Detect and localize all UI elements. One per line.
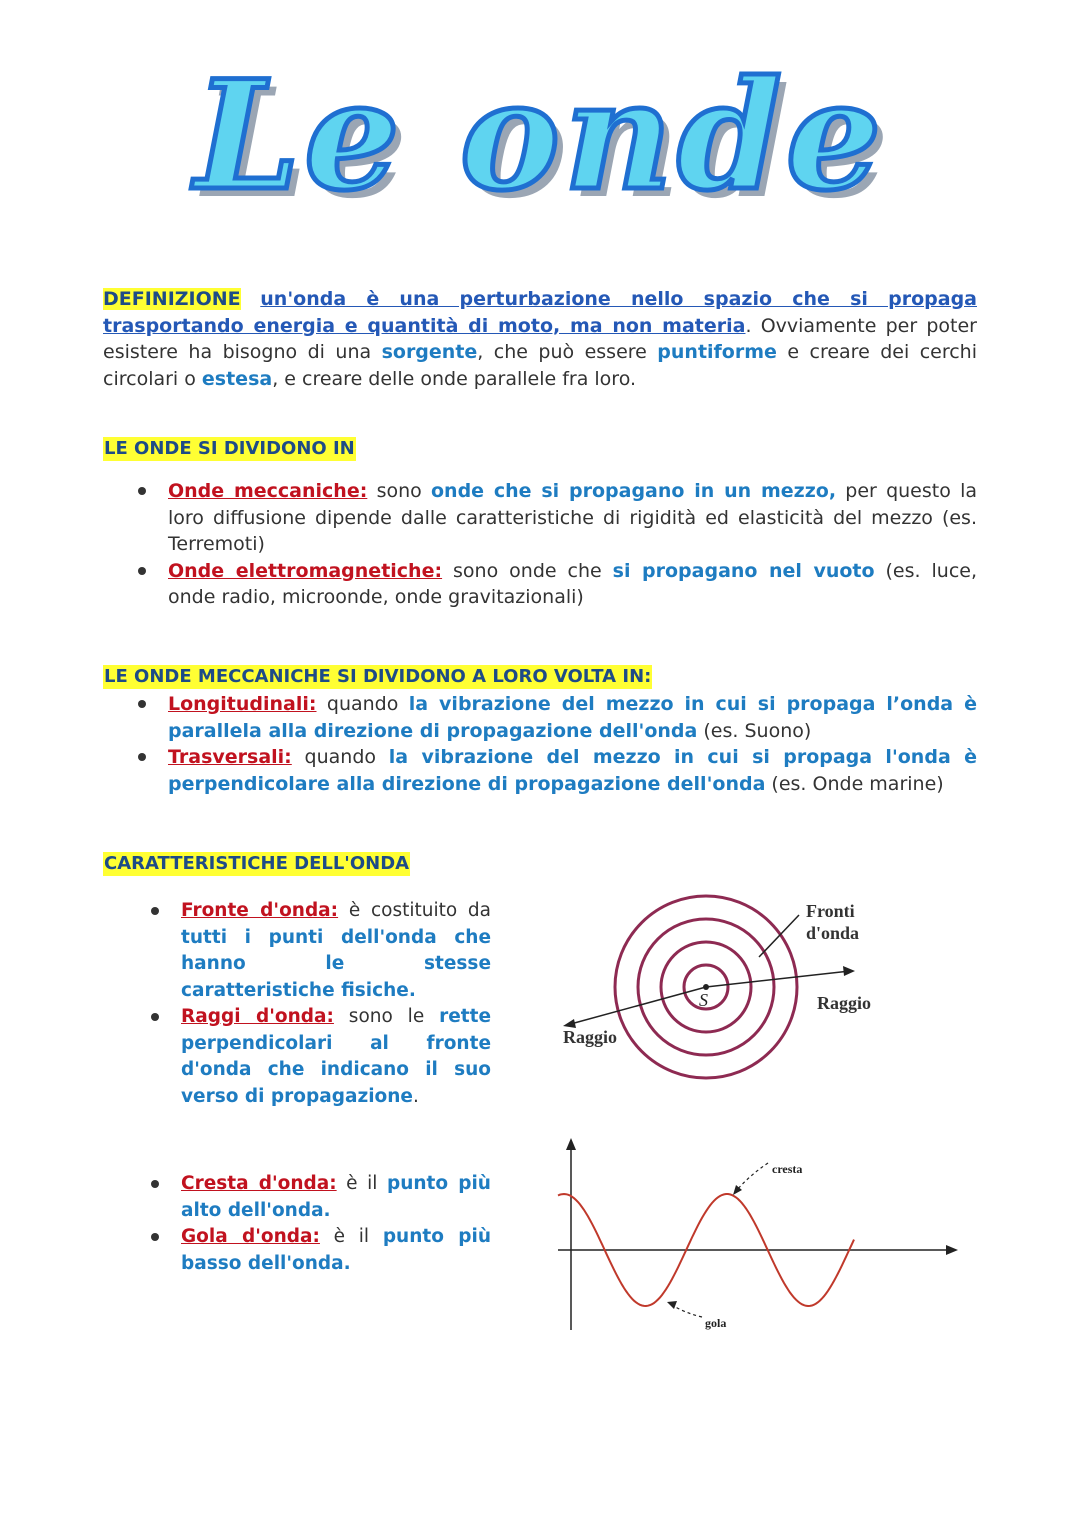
x-axis-arrow: [946, 1245, 958, 1255]
item-keyword: rette perpendicolari al fronte d'onda che indicano il suo verso di propagazione: [181, 1006, 491, 1107]
definition-text: , che può essere: [477, 341, 658, 363]
definition-text: e creare dei cerchi circolari o: [103, 341, 977, 390]
fronti-pointer-line: [759, 915, 799, 957]
gola-label: gola: [705, 1316, 727, 1330]
page-title: Le onde: [194, 48, 886, 224]
item-text: sono: [367, 480, 431, 502]
term-label: Gola d'onda:: [181, 1226, 320, 1247]
mechanical-types-list: [168, 691, 977, 797]
list-item: [181, 1171, 491, 1224]
term-label: Onde elettromagnetiche:: [168, 559, 443, 582]
bullet-icon: [151, 1233, 159, 1241]
raggio-right-label: Raggio: [817, 993, 871, 1013]
item-text: .: [412, 1085, 419, 1107]
section-heading-characteristics: CARATTERISTICHE DELL'ONDA: [104, 853, 410, 874]
ray-right-arrow: [843, 966, 855, 976]
term-label: Onde meccaniche:: [168, 480, 368, 502]
list-item: [181, 1224, 491, 1277]
item-text: (es. Onde marine): [765, 772, 944, 795]
section-heading-types: LE ONDE SI DIVIDONO IN: [104, 438, 355, 459]
bullet-icon: [138, 487, 146, 495]
front-rays-list: [181, 898, 491, 1110]
cresta-label: cresta: [772, 1162, 803, 1176]
sine-wave-diagram: [550, 1135, 970, 1340]
item-text: è il: [336, 1173, 387, 1194]
definition-paragraph: [103, 286, 977, 392]
wave-types-list: [168, 478, 977, 611]
item-text: (es. luce, onde radio, microonde, onde gravitazionali): [168, 559, 978, 608]
bullet-icon: [151, 907, 159, 915]
term-label: Fronte d'onda:: [181, 900, 339, 921]
definition-text: , e creare delle onde parallele fra loro.: [272, 367, 637, 390]
term-label: Trasversali:: [168, 746, 292, 768]
bullet-icon: [151, 1180, 159, 1188]
item-text: quando: [291, 746, 389, 768]
item-keyword: la vibrazione del mezzo in cui si propaga l’onda è parallela alla direzione di propagazione dell'onda: [168, 693, 977, 742]
section-heading-mechanical: LE ONDE MECCANICHE SI DIVIDONO A LORO VOLTA IN:: [104, 666, 652, 687]
item-text: (es. Suono): [697, 719, 812, 742]
ray-left-line: [567, 987, 706, 1025]
list-item: [168, 691, 977, 744]
keyword-puntiforme: puntiforme: [657, 341, 777, 363]
fronti-label: Fronti: [806, 901, 855, 921]
gola-arrow: [667, 1301, 677, 1309]
bullet-icon: [138, 753, 146, 761]
list-item: [181, 1004, 491, 1110]
item-text: per questo la loro diffusione dipende dalle caratteristiche di rigidità ed elasticità del mezzo (es. Terremoti): [168, 480, 977, 555]
definition-label: DEFINIZIONE: [103, 288, 241, 310]
keyword-estesa: estesa: [201, 367, 273, 390]
item-text: quando: [316, 693, 409, 715]
bullet-icon: [138, 567, 146, 575]
term-label: Longitudinali:: [168, 693, 317, 715]
definition-text: . Ovviamente per poter esistere ha bisogno di una: [103, 314, 977, 363]
item-keyword: punto più basso dell'onda.: [181, 1226, 491, 1274]
item-keyword: tutti i punti dell'onda che hanno le stesse caratteristiche fisiche.: [181, 926, 491, 1001]
wavefront-diagram: [555, 885, 885, 1085]
item-keyword: onde che si propagano in un mezzo,: [431, 480, 837, 502]
item-keyword: punto più alto dell'onda.: [181, 1173, 491, 1221]
definition-link[interactable]: un'onda è una perturbazione nello spazio che si propaga trasportando energia e quantità di moto, ma non materia: [103, 288, 977, 337]
item-text: sono le: [333, 1006, 440, 1027]
list-item: [168, 744, 977, 797]
gola-pointer: [672, 1305, 702, 1317]
crest-trough-list: [181, 1171, 491, 1277]
donda-label: d'onda: [806, 923, 860, 943]
keyword-sorgente: sorgente: [381, 341, 478, 363]
raggio-left-label: Raggio: [563, 1027, 617, 1047]
list-item: [168, 478, 977, 558]
item-keyword: la vibrazione del mezzo in cui si propaga l'onda è perpendicolare alla direzione di propagazione dell'onda: [168, 746, 977, 795]
list-item: [168, 558, 977, 611]
y-axis-arrow: [566, 1138, 576, 1150]
term-label: Raggi d'onda:: [181, 1006, 334, 1027]
source-label: S: [699, 990, 708, 1010]
item-text: è il: [319, 1226, 383, 1247]
list-item: [181, 898, 491, 1004]
bullet-icon: [151, 1013, 159, 1021]
item-text: è costituito da: [338, 900, 491, 921]
bullet-icon: [138, 700, 146, 708]
item-text: sono onde che: [442, 559, 613, 582]
term-label: Cresta d'onda:: [181, 1173, 337, 1194]
item-keyword: si propagano nel vuoto: [612, 559, 875, 582]
cresta-pointer: [736, 1163, 768, 1191]
